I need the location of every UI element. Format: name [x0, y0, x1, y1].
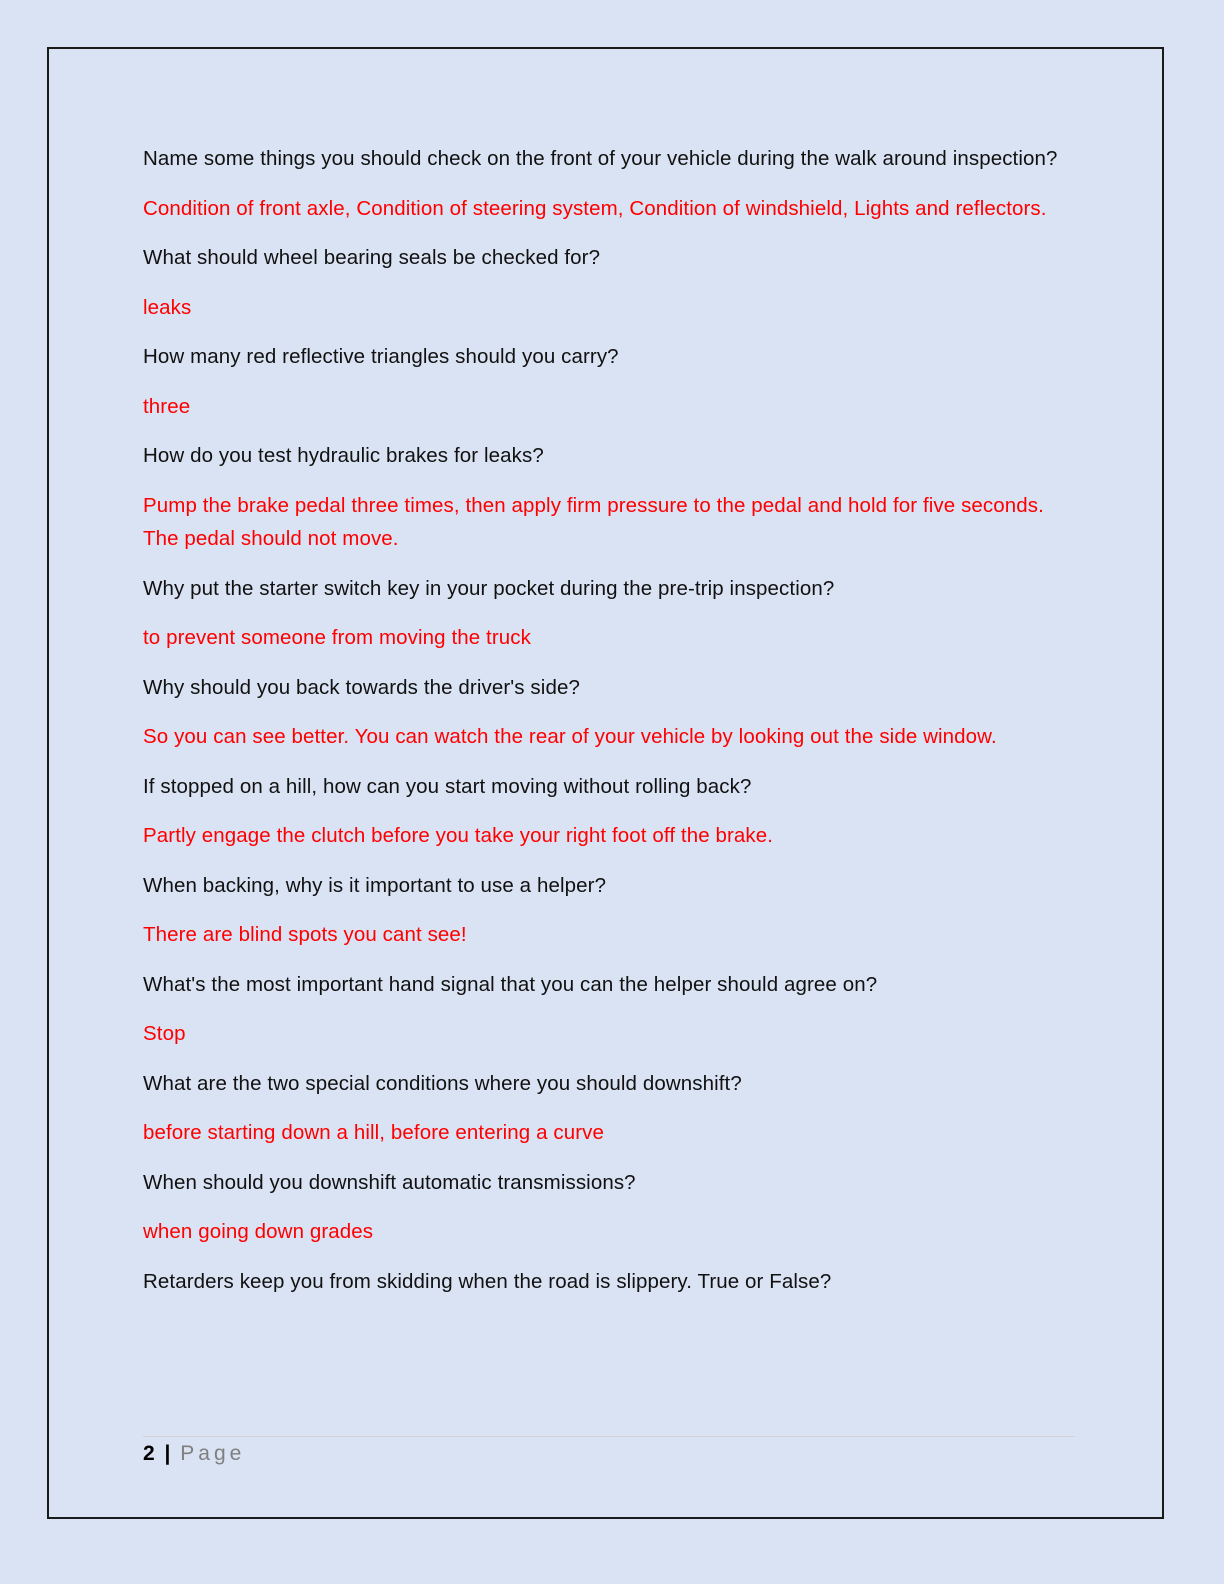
answer-text: leaks: [143, 295, 192, 319]
page-label: Page: [180, 1442, 246, 1465]
page-footer: [143, 1440, 245, 1468]
answer-text: Condition of front axle, Condition of steering system, Condition of windshield, Lights and reflectors.: [143, 196, 1047, 220]
question-text: How many red reflective triangles should you carry?: [143, 345, 619, 368]
question-text: What's the most important hand signal that you can the helper should agree on?: [143, 972, 878, 996]
question-text: How do you test hydraulic brakes for leaks?: [143, 444, 544, 467]
answer-text: There are blind spots you cant see!: [143, 923, 467, 946]
answer-text: three: [143, 394, 191, 418]
footer-divider: [143, 1436, 1075, 1437]
answer-text: Partly engage the clutch before you take your right foot off the brake.: [143, 824, 774, 847]
answer-text: Pump the brake pedal three times, then apply firm pressure to the pedal and hold for five seconds. The pedal should not move.: [143, 493, 1044, 550]
question-text: When should you downshift automatic transmissions?: [143, 1170, 636, 1194]
footer-separator: |: [164, 1442, 171, 1465]
answer-text: So you can see better. You can watch the rear of your vehicle by looking out the side window.: [143, 725, 997, 748]
question-text: Why should you back towards the driver's side?: [143, 675, 580, 699]
page-number: 2: [143, 1442, 155, 1465]
answer-text: Stop: [143, 1022, 186, 1045]
question-text: Retarders keep you from skidding when the road is slippery. True or False?: [143, 1269, 832, 1293]
answer-text: before starting down a hill, before entering a curve: [143, 1121, 605, 1144]
document-body: [143, 142, 1078, 1314]
question-text: Why put the starter switch key in your pocket during the pre-trip inspection?: [143, 576, 835, 600]
question-text: When backing, why is it important to use a helper?: [143, 873, 607, 897]
answer-text: to prevent someone from moving the truck: [143, 626, 531, 649]
question-text: What should wheel bearing seals be checked for?: [143, 246, 601, 269]
answer-text: when going down grades: [143, 1220, 374, 1243]
question-text: What are the two special conditions where you should downshift?: [143, 1071, 742, 1095]
question-text: If stopped on a hill, how can you start moving without rolling back?: [143, 774, 752, 798]
question-text: Name some things you should check on the front of your vehicle during the walk around inspection?: [143, 147, 1058, 170]
